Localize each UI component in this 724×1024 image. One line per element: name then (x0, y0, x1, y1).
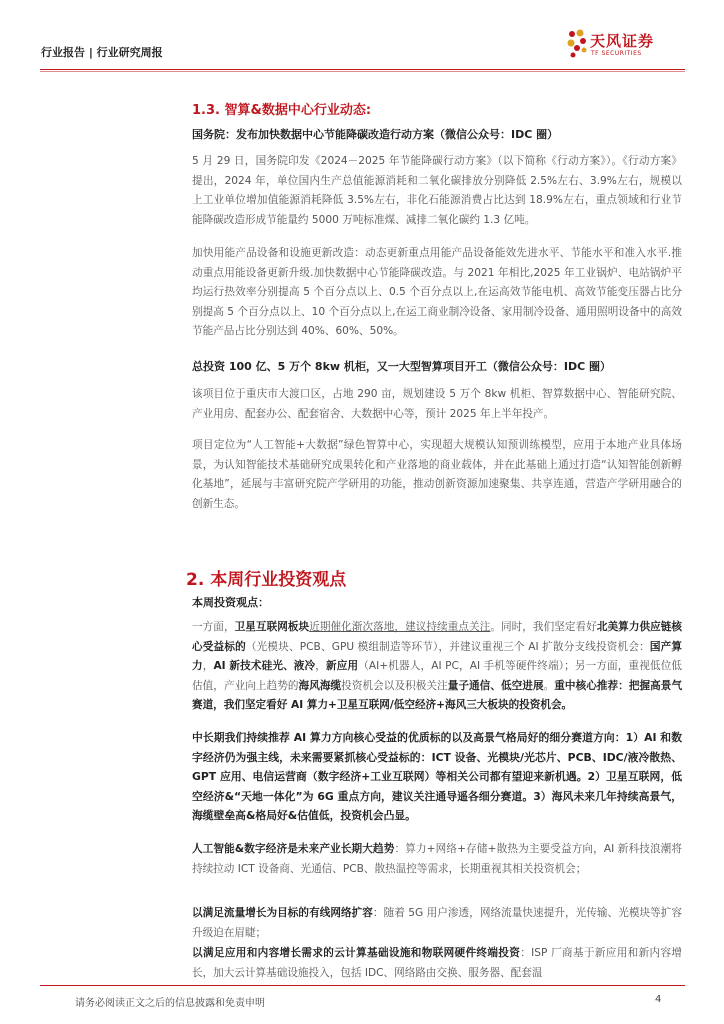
footer-divider (40, 985, 685, 986)
page-number: 4 (655, 994, 662, 1005)
logo-text: 天风证券 (590, 32, 655, 50)
text-run-bold: 量子通信、低空进展 (447, 679, 544, 692)
news-paragraph-2: 加快用能产品设备和设施更新改造：动态更新重点用能产品设备能效先进水平、节能水平和准入水平.推动重点用能设备更新升级.加快数据中心节能降碳改造。与 2021 年相比,2025 年工业锅炉、电站锅炉平均运行热效率分别提高 5 个百分点以上、0.5 个百分点以上,在运高效节能电机、高效节能变压器占比分别提高 5 个百分点以上、10 个百分点以上,在运工商业制冷设备、家用制冷设备、通用照明设备中的高效节能产品占比分别达到 40%、60%、50%。 (192, 247, 682, 338)
news-paragraph-3: 该项目位于重庆市大渡口区，占地 290 亩，规划建设 5 万个 8kw 机柜、智算数据中心、智能研究院、产业用房、配套办公、配套宿舍、大数据中心等，预计 2025 年上半年投产。 (192, 388, 682, 420)
text-run: 一方面， (192, 621, 235, 633)
text-run-bold: 海风海缆 (298, 679, 342, 692)
text-run: ：随着 5G 用户渗透，网络流量快速提升，光传输、光模块等扩容升级迫在眉睫； (192, 907, 682, 939)
views-paragraph-5 (192, 944, 682, 984)
text-run-underlined: 近期催化渐次落地，建议持续重点关注 (309, 621, 491, 633)
text-run: ：ISP 厂商基于新应用和新内容增长，加大云计算基础设施投入，包括 IDC、网络路由交换、服务器、配套温 (192, 947, 682, 979)
news-paragraph-1: 5 月 29 日，国务院印发《2024－2025 年节能降碳行动方案》（以下简称《行动方案》）。《行动方案》提出，2024 年，单位国内生产总值能源消耗和二氧化碳排放分别降低 2.5%左右、3.9%左右，规模以上工业单位增加值能源消耗降低 3.5%左右，非化石能源消费占比达到 18.9%左右，重点领域和行业节能降碳改造形成节能量约 5000 万吨标准煤、减排二氧化碳约 1.3 亿吨。 (192, 155, 682, 226)
text-run-bold: 国产算力 (192, 640, 683, 673)
text-run: 。 (543, 679, 555, 692)
section-heading-1-3: 1.3. 智算&数据中心行业动态: (192, 103, 372, 118)
text-run: ：算力+网络+存储+散热为主要受益方向，AI 新科技浪潮将持续拉动 ICT 设备商、光通信、PCB、散热温控等需求，长期重视其相关投资机会； (192, 843, 682, 875)
section-heading-2: 2. 本周行业投资观点 (186, 570, 347, 590)
news-title-1: 国务院：发布加快数据中心节能降碳改造行动方案（微信公众号：IDC 圈） (192, 128, 559, 141)
text-run-bold: AI 新技术硅光、液冷 (213, 660, 316, 673)
logo-flower-icon (565, 28, 589, 64)
logo-subtext: TF SECURITIES (591, 50, 642, 57)
text-run-bold: 新应用 (326, 660, 359, 673)
views-paragraph-1 (192, 618, 682, 716)
report-category: 行业报告 | 行业研究周报 (41, 46, 163, 59)
views-paragraph-4 (192, 904, 682, 943)
footer-disclaimer: 请务必阅读正文之后的信息披露和免责申明 (75, 998, 265, 1009)
header-divider (40, 69, 685, 70)
company-logo (565, 28, 685, 68)
views-paragraph-3 (192, 840, 682, 879)
views-paragraph-2: 中长期我们持续推荐 AI 算力方向核心受益的优质标的以及高景气格局好的细分赛道方向：1）AI 和数字经济仍为强主线，未来需要紧抓核心受益标的：ICT 设备、光模块/光芯片、PCB、IDC/液冷散热、GPT 应用、电信运营商（数字经济+工业互联网）等相关公司都有望迎来新机遇。2）卫星互联网，低空经济&“天地一体化”为 6G 重点方向，建议关注通导遥各细分赛道。3）海风未来几年持续高景气，海缆壁垒高&格局好&估值低，投资机会凸显。 (192, 731, 682, 823)
text-run-bold: 以满足流量增长为目标的有线网络扩容 (192, 907, 373, 919)
text-run: ， (315, 660, 326, 673)
news-title-2: 总投资 100 亿、5 万个 8kw 机柜，又一大型智算项目开工（微信公众号：IDC 圈） (192, 360, 612, 373)
views-subheading: 本周投资观点： (192, 596, 269, 609)
text-run: （光模块、PCB、GPU 模组制造等环节），并建议重视三个 AI 扩散分支线投资机会： (245, 640, 650, 653)
text-run: 。同时，我们坚定看好 (490, 621, 597, 633)
text-run-bold: 以满足应用和内容增长需求的云计算基础设施和物联网硬件终端投资 (192, 947, 521, 959)
text-run-bold: 重中核心推荐：把握高景气赛道，我们坚定看好 AI 算力+卫星互联网/低空经济+海风三大板块的投资机会。 (192, 679, 683, 712)
text-run-bold: 北美算力供应链核心受益标的 (192, 621, 683, 653)
text-run-bold: 人工智能&数字经济是未来产业长期大趋势 (192, 843, 395, 855)
text-run: （AI+机器人，AI PC，AI 手机等硬件终端）；另一方面，重视低位低估值，产业向上趋势的 (192, 660, 683, 692)
news-paragraph-4: 项目定位为“人工智能+大数据”绿色智算中心，实现超大规模认知预训练模型，应用于本地产业具体场景，为认知智能技术基础研究成果转化和产业落地的商业载体，并在此基础上通过打造“认知智能创新孵化基地”，延展与丰富研究院产学研用的功能，推动创新资源加速聚集、共享连通，营造产学研用融合的创新生态。 (192, 439, 682, 510)
text-run: ， (202, 660, 214, 673)
text-run: 投资机会以及积极关注 (341, 679, 448, 692)
text-run-bold: 卫星互联网板块 (234, 621, 310, 633)
header-divider-thin (40, 71, 685, 72)
